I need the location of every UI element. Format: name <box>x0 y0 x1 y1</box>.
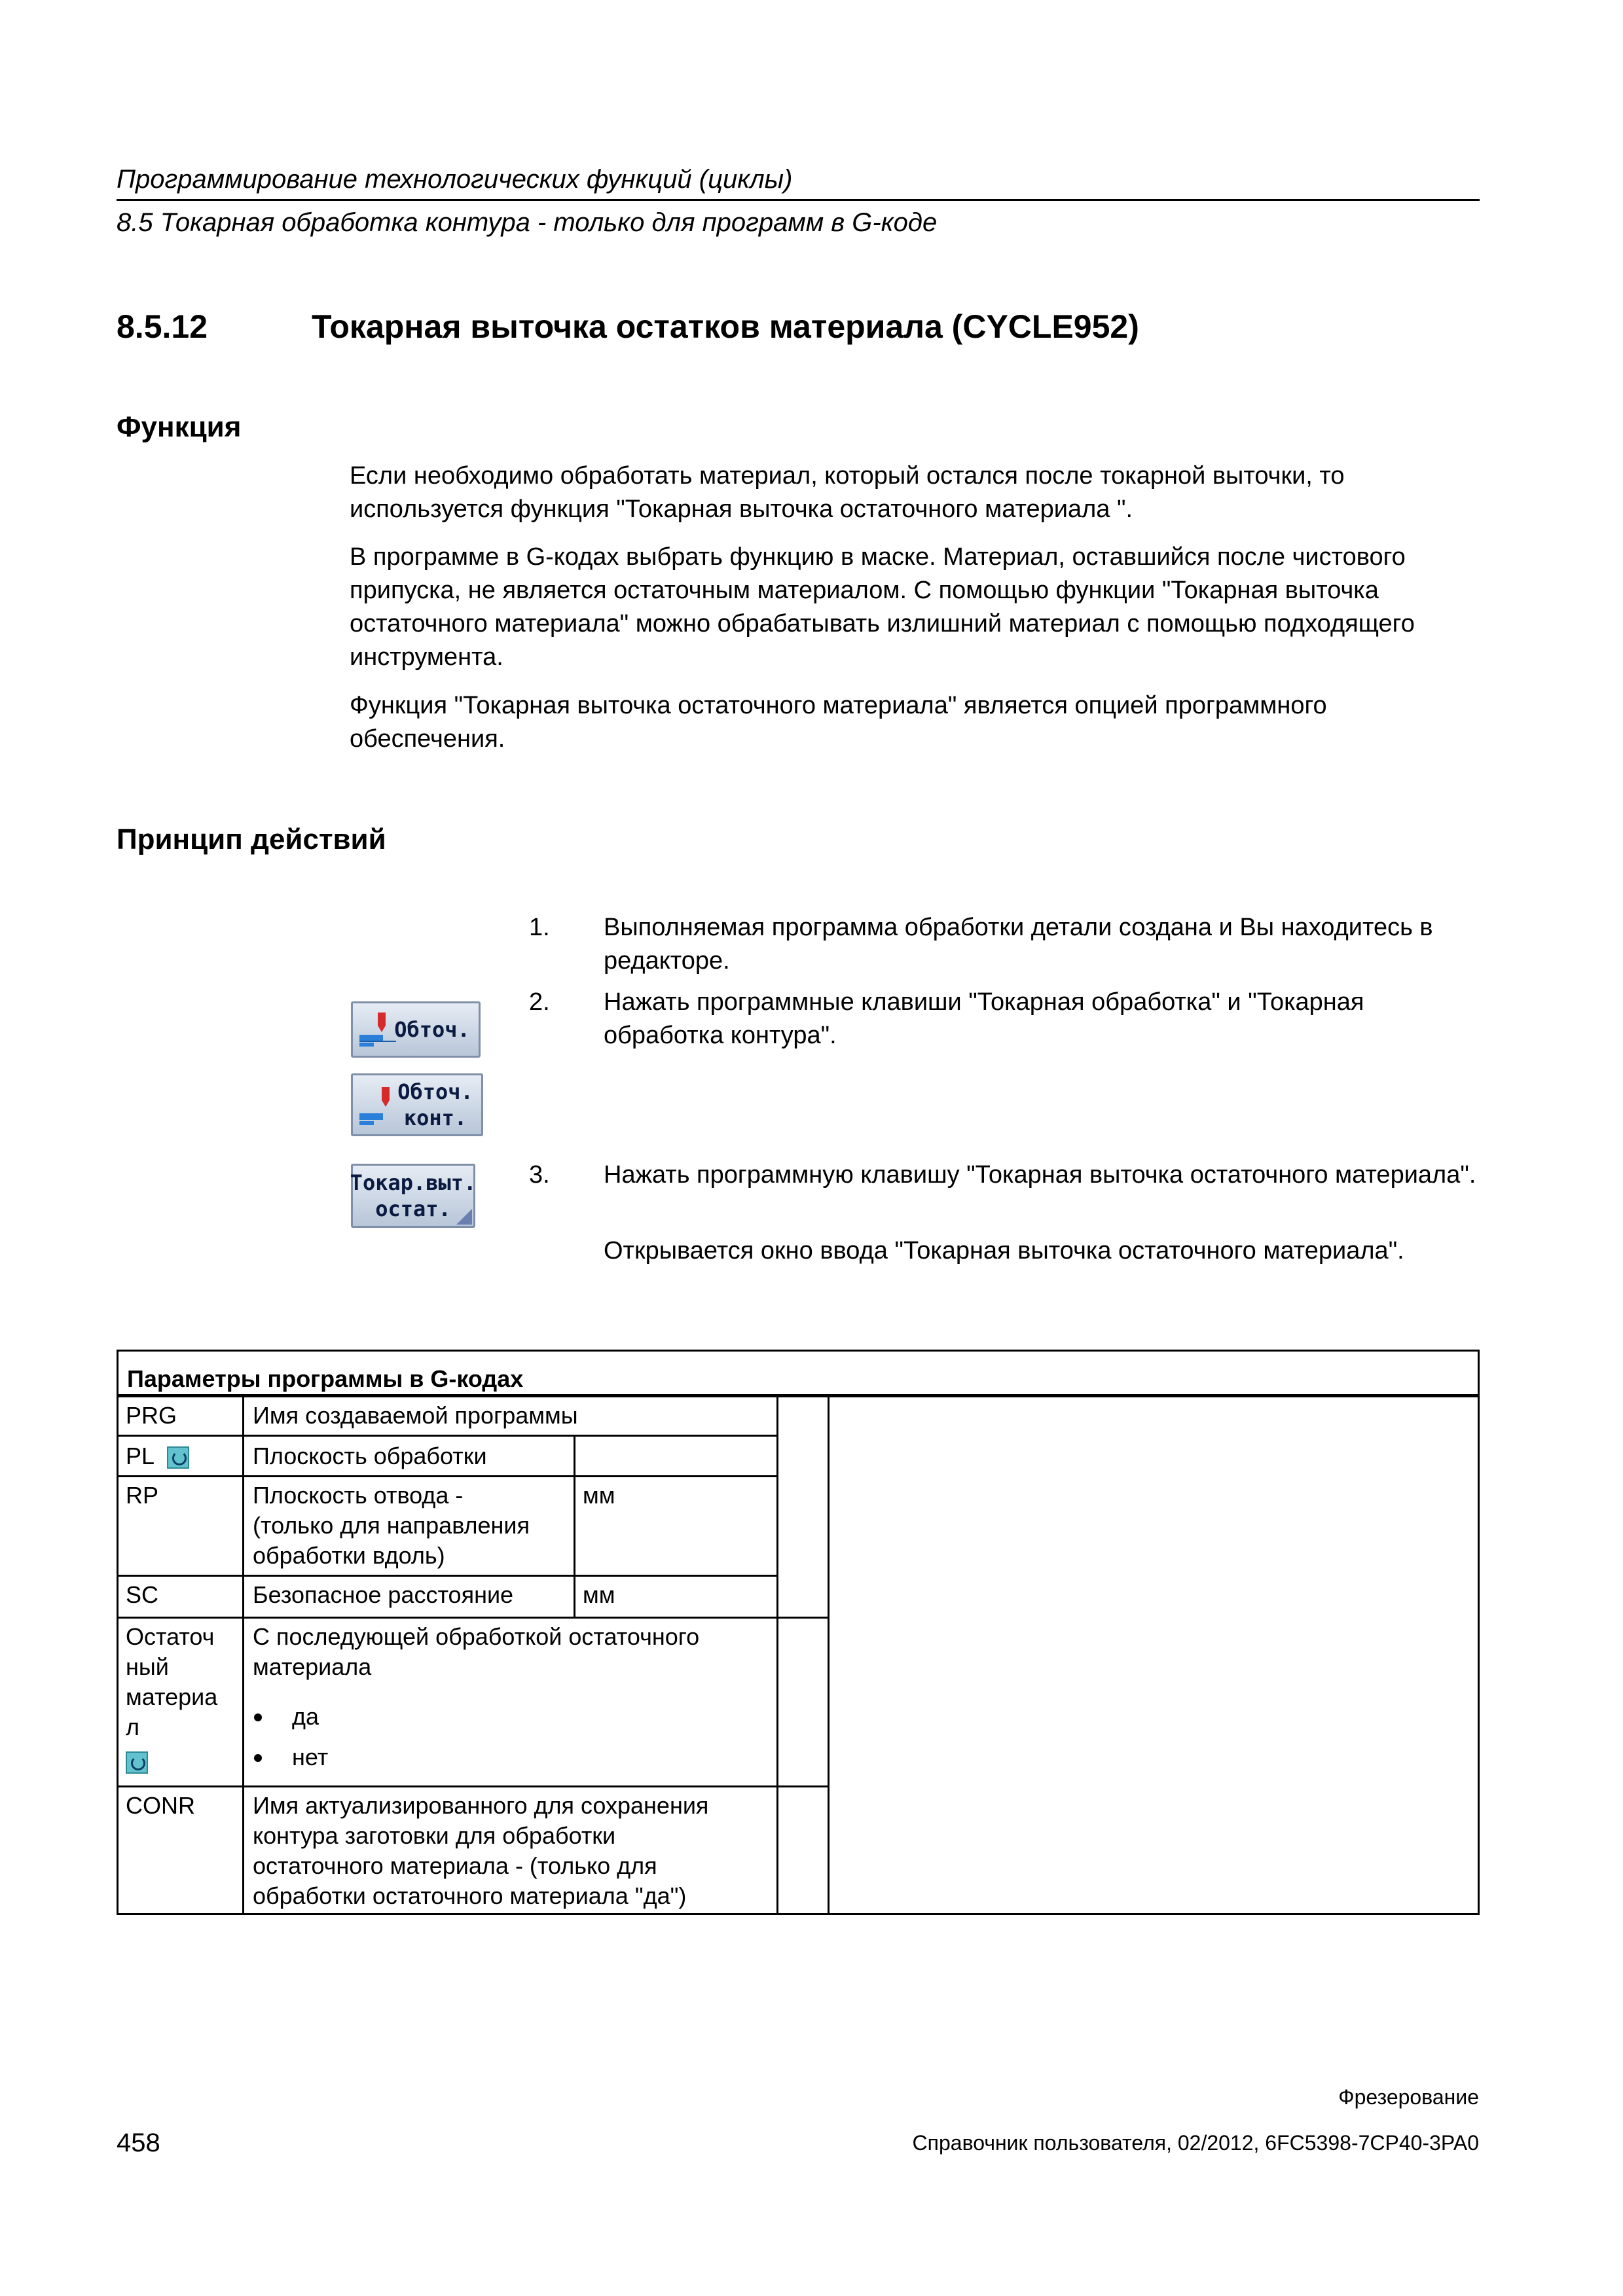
step-2-text: Нажать программные клавиши "Токарная обработка" и "Токарная обработка контура". <box>604 988 1364 1049</box>
residual-param-line: материа <box>126 1683 218 1710</box>
param-prg-desc: Имя создаваемой программы <box>253 1402 578 1429</box>
option-yes: да <box>292 1703 319 1730</box>
param-pl-desc: Плоскость обработки <box>253 1443 487 1469</box>
softkey-residual-line2: остат. <box>375 1196 451 1221</box>
softkey-residual-line1: Токар.выт. <box>350 1170 477 1195</box>
param-rp-unit: мм <box>583 1482 615 1509</box>
toggle-icon <box>126 1751 148 1774</box>
col-divider <box>776 1397 778 1915</box>
param-conr: CONR <box>126 1792 195 1819</box>
conr-desc-line: остаточного материала - (только для <box>253 1852 657 1879</box>
residual-desc-line: С последующей обработкой остаточного <box>253 1623 700 1650</box>
footer-manual: Справочник пользователя, 02/2012, 6FC5398-7CP40-3PA0 <box>912 2131 1479 2155</box>
corner-triangle-icon <box>456 1209 472 1225</box>
rp-desc-line: Плоскость отвода - <box>253 1482 464 1509</box>
conr-desc-line: Имя актуализированного для сохранения <box>253 1792 709 1819</box>
softkey-turning-contour-line2: конт. <box>403 1105 467 1130</box>
function-heading: Функция <box>117 411 242 443</box>
rp-desc-line: (только для направления <box>253 1512 530 1539</box>
softkey-turning-contour-line1: Обточ. <box>397 1079 473 1104</box>
section-number: 8.5.12 <box>117 308 208 345</box>
softkey-turning-contour[interactable] <box>351 1073 483 1136</box>
running-header-section: 8.5 Токарная обработка контура - только для программ в G-коде <box>117 208 938 237</box>
param-residual <box>126 1622 217 1776</box>
header-rule <box>117 199 1480 201</box>
param-pl-label: PL <box>126 1443 154 1469</box>
param-sc-desc: Безопасное расстояние <box>253 1581 514 1608</box>
step-1-text: Выполняемая программа обработки детали создана и Вы находитесь в редакторе. <box>604 914 1433 975</box>
function-paragraph-3: Функция "Токарная выточка остаточного материала" является опцией программного обеспечения. <box>350 692 1327 753</box>
function-paragraph-1: Если необходимо обработать материал, который остался после токарной выточки, то используется функция "Токарная выточка остаточного материала ". <box>350 462 1345 523</box>
softkey-turning[interactable] <box>351 1001 481 1058</box>
param-sc: SC <box>126 1581 159 1608</box>
running-header-chapter: Программирование технологических функций (циклы) <box>117 165 793 194</box>
softkey-turning-label: Обточ. <box>394 1017 470 1042</box>
step-3-number: 3. <box>529 1161 550 1189</box>
residual-param-line: Остаточ <box>126 1623 215 1650</box>
function-paragraph-2: В программе в G-кодах выбрать функцию в маске. Материал, оставшийся после чистового припуска, не является остаточным материалом. С помощью функции "Токарная выточка остаточного материала" можно обрабатывать излишний материал с помощью подходящего инструмента. <box>350 543 1415 671</box>
residual-param-line: ный <box>126 1653 169 1680</box>
row-divider <box>117 1617 829 1619</box>
param-conr-desc <box>253 1791 708 1911</box>
principle-heading: Принцип действий <box>117 823 386 855</box>
option-no: нет <box>292 1744 329 1770</box>
rp-desc-line: обработки вдоль) <box>253 1542 445 1569</box>
row-divider <box>117 1575 778 1577</box>
residual-param-line: л <box>126 1713 140 1740</box>
step-3-text: Нажать программную клавишу "Токарная выточка остаточного материала". <box>604 1161 1476 1189</box>
residual-desc-line: материала <box>253 1653 372 1680</box>
param-residual-desc <box>253 1622 699 1682</box>
page-number: 458 <box>117 2128 160 2157</box>
param-pl <box>126 1441 189 1471</box>
contour-turning-icon <box>358 1081 397 1130</box>
row-divider <box>117 1785 829 1787</box>
softkey-residual-turning[interactable] <box>351 1164 475 1228</box>
col-divider <box>828 1397 830 1915</box>
conr-desc-line: обработки остаточного материала "да") <box>253 1882 687 1909</box>
param-rp-desc <box>253 1480 530 1571</box>
param-rp: RP <box>126 1482 159 1509</box>
param-sc-unit: мм <box>583 1581 615 1608</box>
step-3-result: Открывается окно ввода "Токарная выточка остаточного материала". <box>604 1237 1404 1265</box>
step-1-number: 1. <box>529 914 550 941</box>
row-divider <box>117 1475 778 1477</box>
conr-desc-line: контура заготовки для обработки <box>253 1822 616 1849</box>
param-prg: PRG <box>126 1402 177 1429</box>
toggle-icon <box>167 1446 189 1469</box>
table-title: Параметры программы в G-кодах <box>127 1365 524 1392</box>
row-divider <box>117 1435 778 1437</box>
col-divider <box>574 1435 575 1617</box>
footer-book: Фрезерование <box>1338 2085 1479 2109</box>
step-2-number: 2. <box>529 988 550 1016</box>
section-title: Токарная выточка остатков материала (CYCLE952) <box>312 308 1139 345</box>
bullet-icon <box>254 1713 262 1721</box>
table-title-rule <box>117 1394 1480 1397</box>
col-divider <box>242 1397 244 1915</box>
bullet-icon <box>254 1754 262 1762</box>
turning-tool-icon <box>358 1007 397 1054</box>
